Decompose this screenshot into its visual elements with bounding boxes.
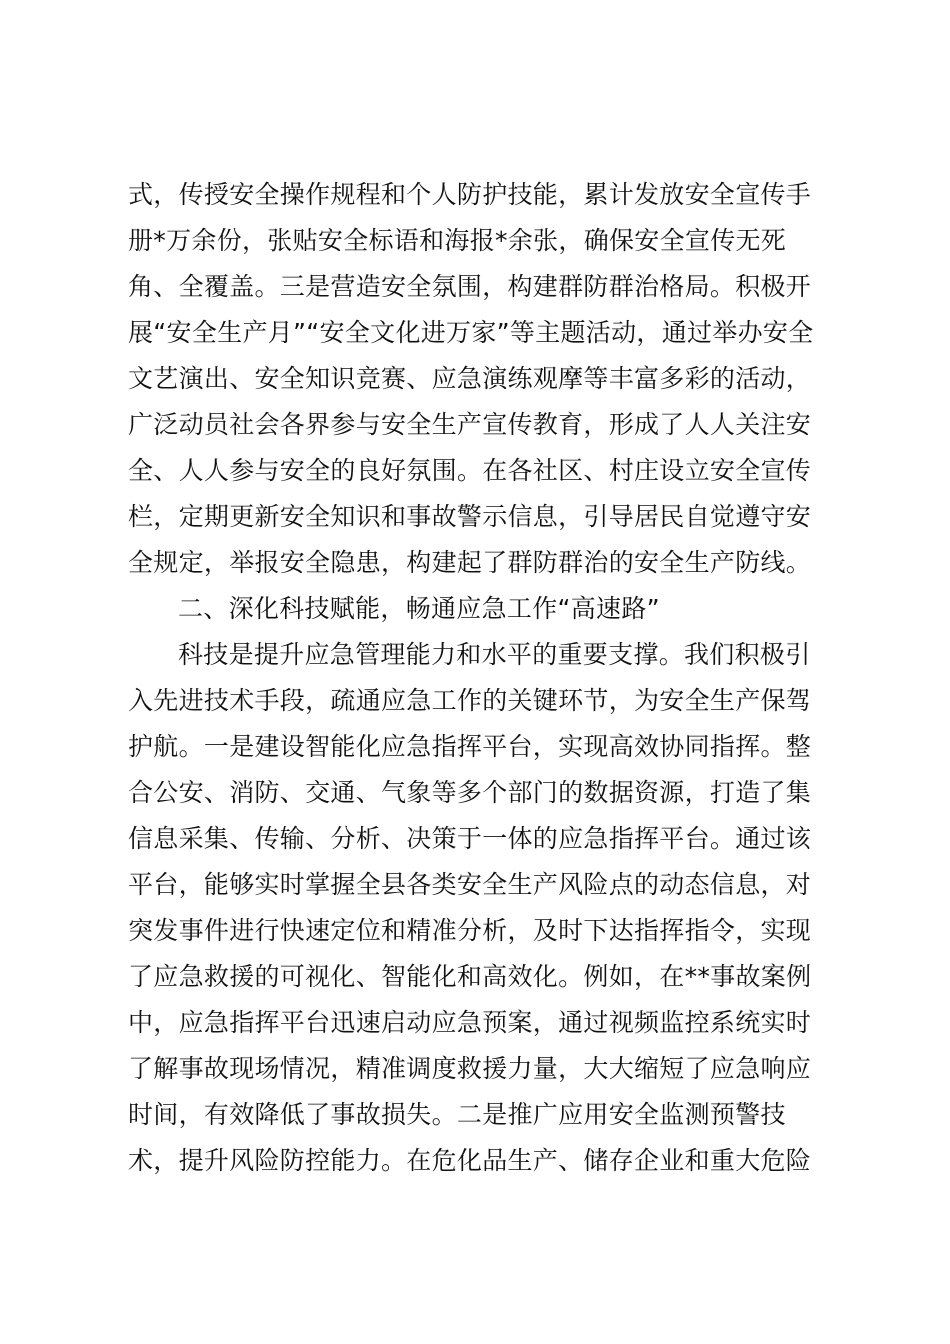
text-line: 全规定，举报安全隐患，构建起了群防群治的安全生产防线。: [128, 548, 812, 577]
text-line: 中，应急指挥平台迅速启动应急预案，通过视频监控系统实时: [128, 1008, 812, 1037]
text-line: 册*万余份，张贴安全标语和海报*余张，确保安全宣传无死: [128, 226, 787, 255]
text-line: 栏，定期更新安全知识和事故警示信息，引导居民自觉遵守安: [128, 502, 812, 531]
text-line: 信息采集、传输、分析、决策于一体的应急指挥平台。通过该: [128, 824, 812, 853]
text-line: 展“安全生产月”“安全文化进万家”等主题活动，通过举办安全: [128, 318, 814, 347]
text-line: 护航。一是建设智能化应急指挥平台，实现高效协同指挥。整: [128, 732, 812, 761]
text-line: 平台，能够实时掌握全县各类安全生产风险点的动态信息，对: [128, 870, 812, 899]
text-line: 合公安、消防、交通、气象等多个部门的数据资源，打造了集: [128, 778, 812, 807]
text-line: 全、人人参与安全的良好氛围。在各社区、村庄设立安全宣传: [128, 456, 812, 485]
text-line: 广泛动员社会各界参与安全生产宣传教育，形成了人人关注安: [128, 410, 812, 439]
text-line: 术，提升风险防控能力。在危化品生产、储存企业和重大危险: [128, 1146, 812, 1175]
body-text: [128, 172, 828, 1184]
text-line: 了应急救援的可视化、智能化和高效化。例如，在**事故案例: [128, 962, 812, 991]
text-line: 文艺演出、安全知识竞赛、应急演练观摩等丰富多彩的活动，: [128, 364, 812, 393]
text-line: 式，传授安全操作规程和个人防护技能，累计发放安全宣传手: [128, 180, 812, 209]
section-heading: 二、深化科技赋能，畅通应急工作“高速路”: [178, 594, 660, 623]
paragraph-first-line: 科技是提升应急管理能力和水平的重要支撑。我们积极引: [178, 640, 811, 669]
text-line: 突发事件进行快速定位和精准分析，及时下达指挥指令，实现: [128, 916, 812, 945]
text-line: 角、全覆盖。三是营造安全氛围，构建群防群治格局。积极开: [128, 272, 812, 301]
text-line: 时间，有效降低了事故损失。二是推广应用安全监测预警技: [128, 1100, 786, 1129]
text-line: 入先进技术手段，疏通应急工作的关键环节，为安全生产保驾: [128, 686, 812, 715]
text-line: 了解事故现场情况，精准调度救援力量，大大缩短了应急响应: [128, 1054, 812, 1083]
